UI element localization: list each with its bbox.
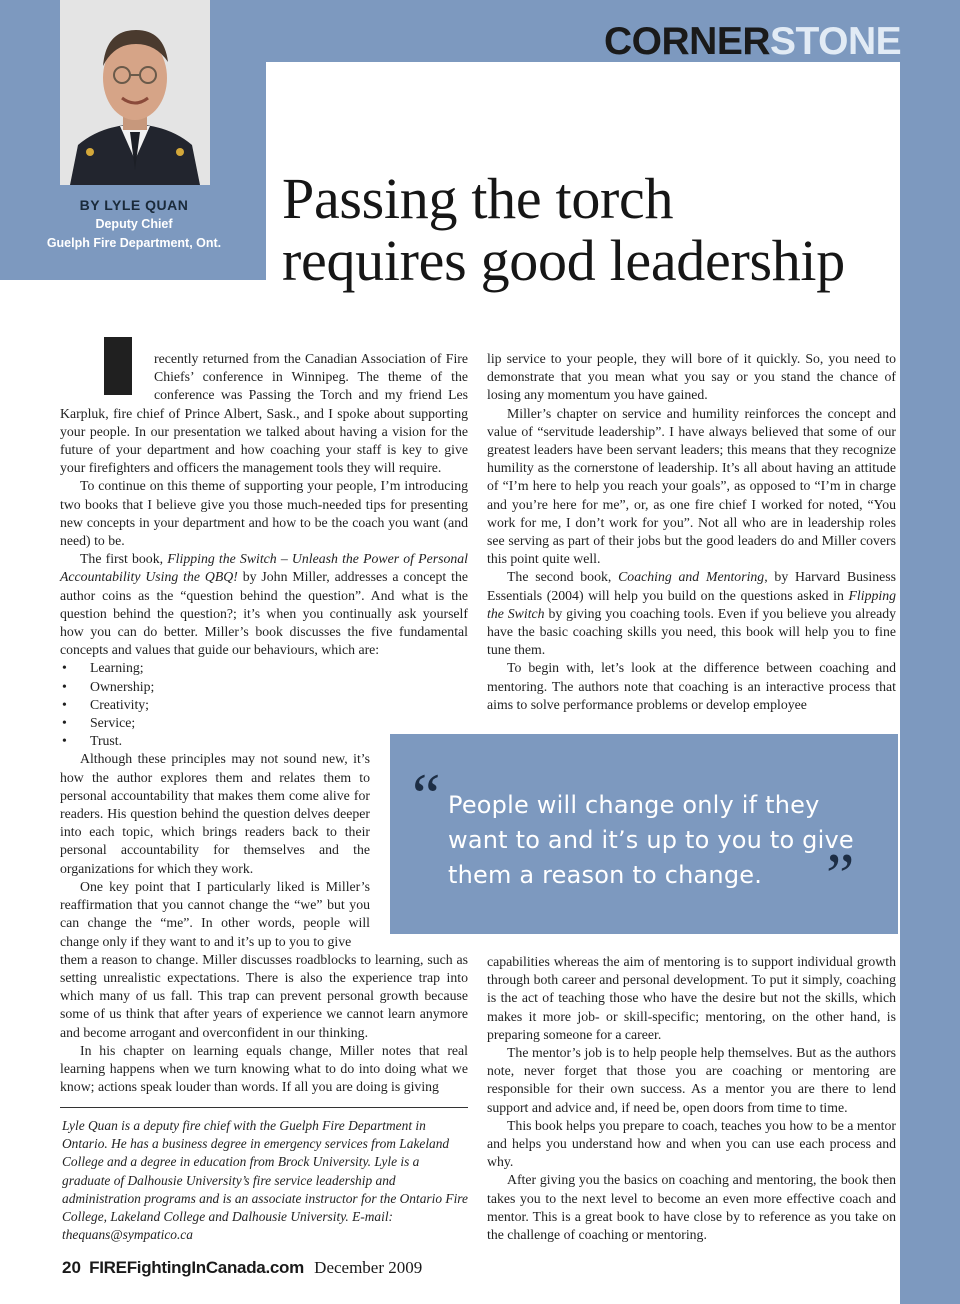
bio-divider xyxy=(60,1107,468,1108)
author-byline xyxy=(14,196,254,253)
issue-date: December 2009 xyxy=(314,1258,423,1277)
headline-line-1: Passing the torch xyxy=(282,166,674,231)
author-title: Deputy Chief xyxy=(95,217,173,231)
article-paragraph: The mentor’s job is to help people help themselves. But as the authors note, never forget that those you are coaching or mentoring are responsible for their own success. As a mentor you are there to lend support and advice and, if need be, open doors from time to time. xyxy=(487,1045,896,1115)
publication-site: FIREFightingInCanada.com xyxy=(89,1258,304,1277)
article-paragraph: To continue on this theme of supporting your people, I’m introducing two books that I believe give you those much-needed tips for presenting new concepts in your department and how to be the coach you want (and need) to be. xyxy=(60,478,468,549)
article-paragraph: The first book, Flipping the Switch – Unleash the Power of Personal Accountability Using the QBQ! by John Miller, addresses a concept the author coins as the “question behind the question”. And what is the question behind the question?; it’s when you continually ask yourself how you can do better. Miller’s book discusses the five fundamental concepts and values that guide our behaviours, which are: xyxy=(60,551,468,658)
book-title: Coaching and Mentoring xyxy=(618,569,765,585)
article-paragraph xyxy=(60,350,468,477)
article-paragraph: This book helps you prepare to coach, teaches you how to be a mentor and helps you understand how and when you can use each process and why. xyxy=(487,1117,896,1170)
book-title: Flipping the Switch – Unleash the Power of Personal Accountability Using the QBQ! xyxy=(60,551,468,585)
author-bio: Lyle Quan is a deputy fire chief with the Guelph Fire Department in Ontario. He has a business degree in emergency services from Lakeland College and a degree in education from Brock University. Lyle is a graduate of Dalhousie University’s fire service leadership and administration programs and is an associate instructor for the Ontario Fire College, Lakeland College and Dalhousie University. E-mail: thequans@sympatico.ca xyxy=(62,1118,468,1243)
article-text: recently returned from the Canadian Association of Fire Chiefs’ conference in Winnipeg. The theme of the conference was Passing the Torch and my friend Les Karpluk, fire chief of Prince Albert, Sask., and I spoke about supporting your people. In our presentation we talked about having a vision for the future of your department and how coaching your staff is key to give your firefighters and officers the management tools they will require. xyxy=(60,351,468,476)
author-name: BY LYLE QUAN xyxy=(79,197,189,213)
headline xyxy=(282,168,902,292)
open-quote-icon: “ xyxy=(412,760,441,831)
article-paragraph: them a reason to change. Miller discusses roadblocks to learning, such as setting unrealistic expectations. There is also the experience trap into which many of us fall. This trap can prevent personal growth because some of us think that after years of experience we cannot learn anymore and become arrogant and overconfident in our thinking. xyxy=(60,951,468,1040)
pull-quote xyxy=(390,734,898,934)
article-paragraph: lip service to your people, they will bore of it quickly. So, you need to demonstrate that you mean what you say or you stand the chance of losing any momentum you have gained. xyxy=(487,351,896,403)
article-column-3 xyxy=(487,953,896,1244)
article-paragraph: The second book, Coaching and Mentoring, by Harvard Business Essentials (2004) will help you build on the questions asked in Flipping the Switch by giving you coaching tools. Even if you believe you already have the basic coaching skills you need, this book will help you to fine tune them. xyxy=(487,569,897,658)
article-paragraph: To begin with, let’s look at the difference between coaching and mentoring. The authors note that coaching is an interactive process that aims to solve performance problems or develop employee xyxy=(487,660,896,712)
article-paragraph: capabilities whereas the aim of mentoring is to support individual growth through both career and personal development. To put it simply, coaching is the act of teaching those who have the desire but not the skills, which makes it more job- or skill-specific; mentoring, on the other hand, is preparing someone for a career. xyxy=(487,954,896,1042)
section-title: CORNERSTONE xyxy=(604,20,902,63)
right-margin-band xyxy=(900,0,960,1304)
author-portrait-image xyxy=(60,0,210,185)
article-column-1 xyxy=(60,350,468,1096)
article-column-2 xyxy=(487,350,896,714)
page-number: 20 xyxy=(62,1258,81,1277)
close-quote-icon: ” xyxy=(826,840,855,911)
list-item: • Ownership; xyxy=(60,678,468,696)
list-item: • Creativity; xyxy=(60,696,468,714)
list-item: • Trust. xyxy=(60,732,468,750)
headline-line-2: requires good leadership xyxy=(282,228,845,293)
article-paragraph: After giving you the basics on coaching and mentoring, the book then takes you to the next level to become an even more effective coach and mentor. This is a great book to have close by to reference as you take on the challenge of coaching or mentoring. xyxy=(487,1172,896,1243)
article-paragraph: Although these principles may not sound new, it’s how the author explores them and relates them to personal accountability that makes them come alive for readers. His question behind the question delves deeper into each topic, which brings readers back to their personal accountability for themselves and the organizations for which they work. xyxy=(60,751,370,876)
book-title: Flipping the Switch xyxy=(487,587,896,621)
list-item: • Learning; xyxy=(60,659,468,677)
article-paragraph: In his chapter on learning equals change, Miller notes that real learning happens when we turn knowing what to do into doing what we know; actions speak louder than words. If all you are doing is giving xyxy=(60,1042,468,1095)
drop-cap-letter-i xyxy=(104,337,132,395)
page-footer xyxy=(62,1257,422,1279)
article-paragraph: Miller’s chapter on service and humility reinforces the concept and value of “servitude leadership”. I have always believed that some of our greatest leaders have been servant leaders; this means that they recognize humility as the cornerstone of leadership. It’s all about having an attitude of “I’m here to help you reach your goals”, as opposed to “I’m in charge and you’re here for me”, or, as one fire chief I worked for noted, “You work for me, I don’t work for you”. Not all who are in leadership roles see serving as part of their jobs but the good leaders do and Miller covers this point quite well. xyxy=(487,405,896,567)
article-paragraph: One key point that I particularly liked is Miller’s reaffirmation that you cannot change the “we” but you can change the “me”. In other words, people will change only if they want to and it’s up to you to give xyxy=(60,878,370,949)
author-organization: Guelph Fire Department, Ont. xyxy=(46,236,222,250)
author-photo xyxy=(60,0,210,185)
list-item: • Service; xyxy=(60,714,468,732)
pull-quote-text: People will change only if they want to and it’s up to you to give them a reason to change. xyxy=(448,791,854,889)
